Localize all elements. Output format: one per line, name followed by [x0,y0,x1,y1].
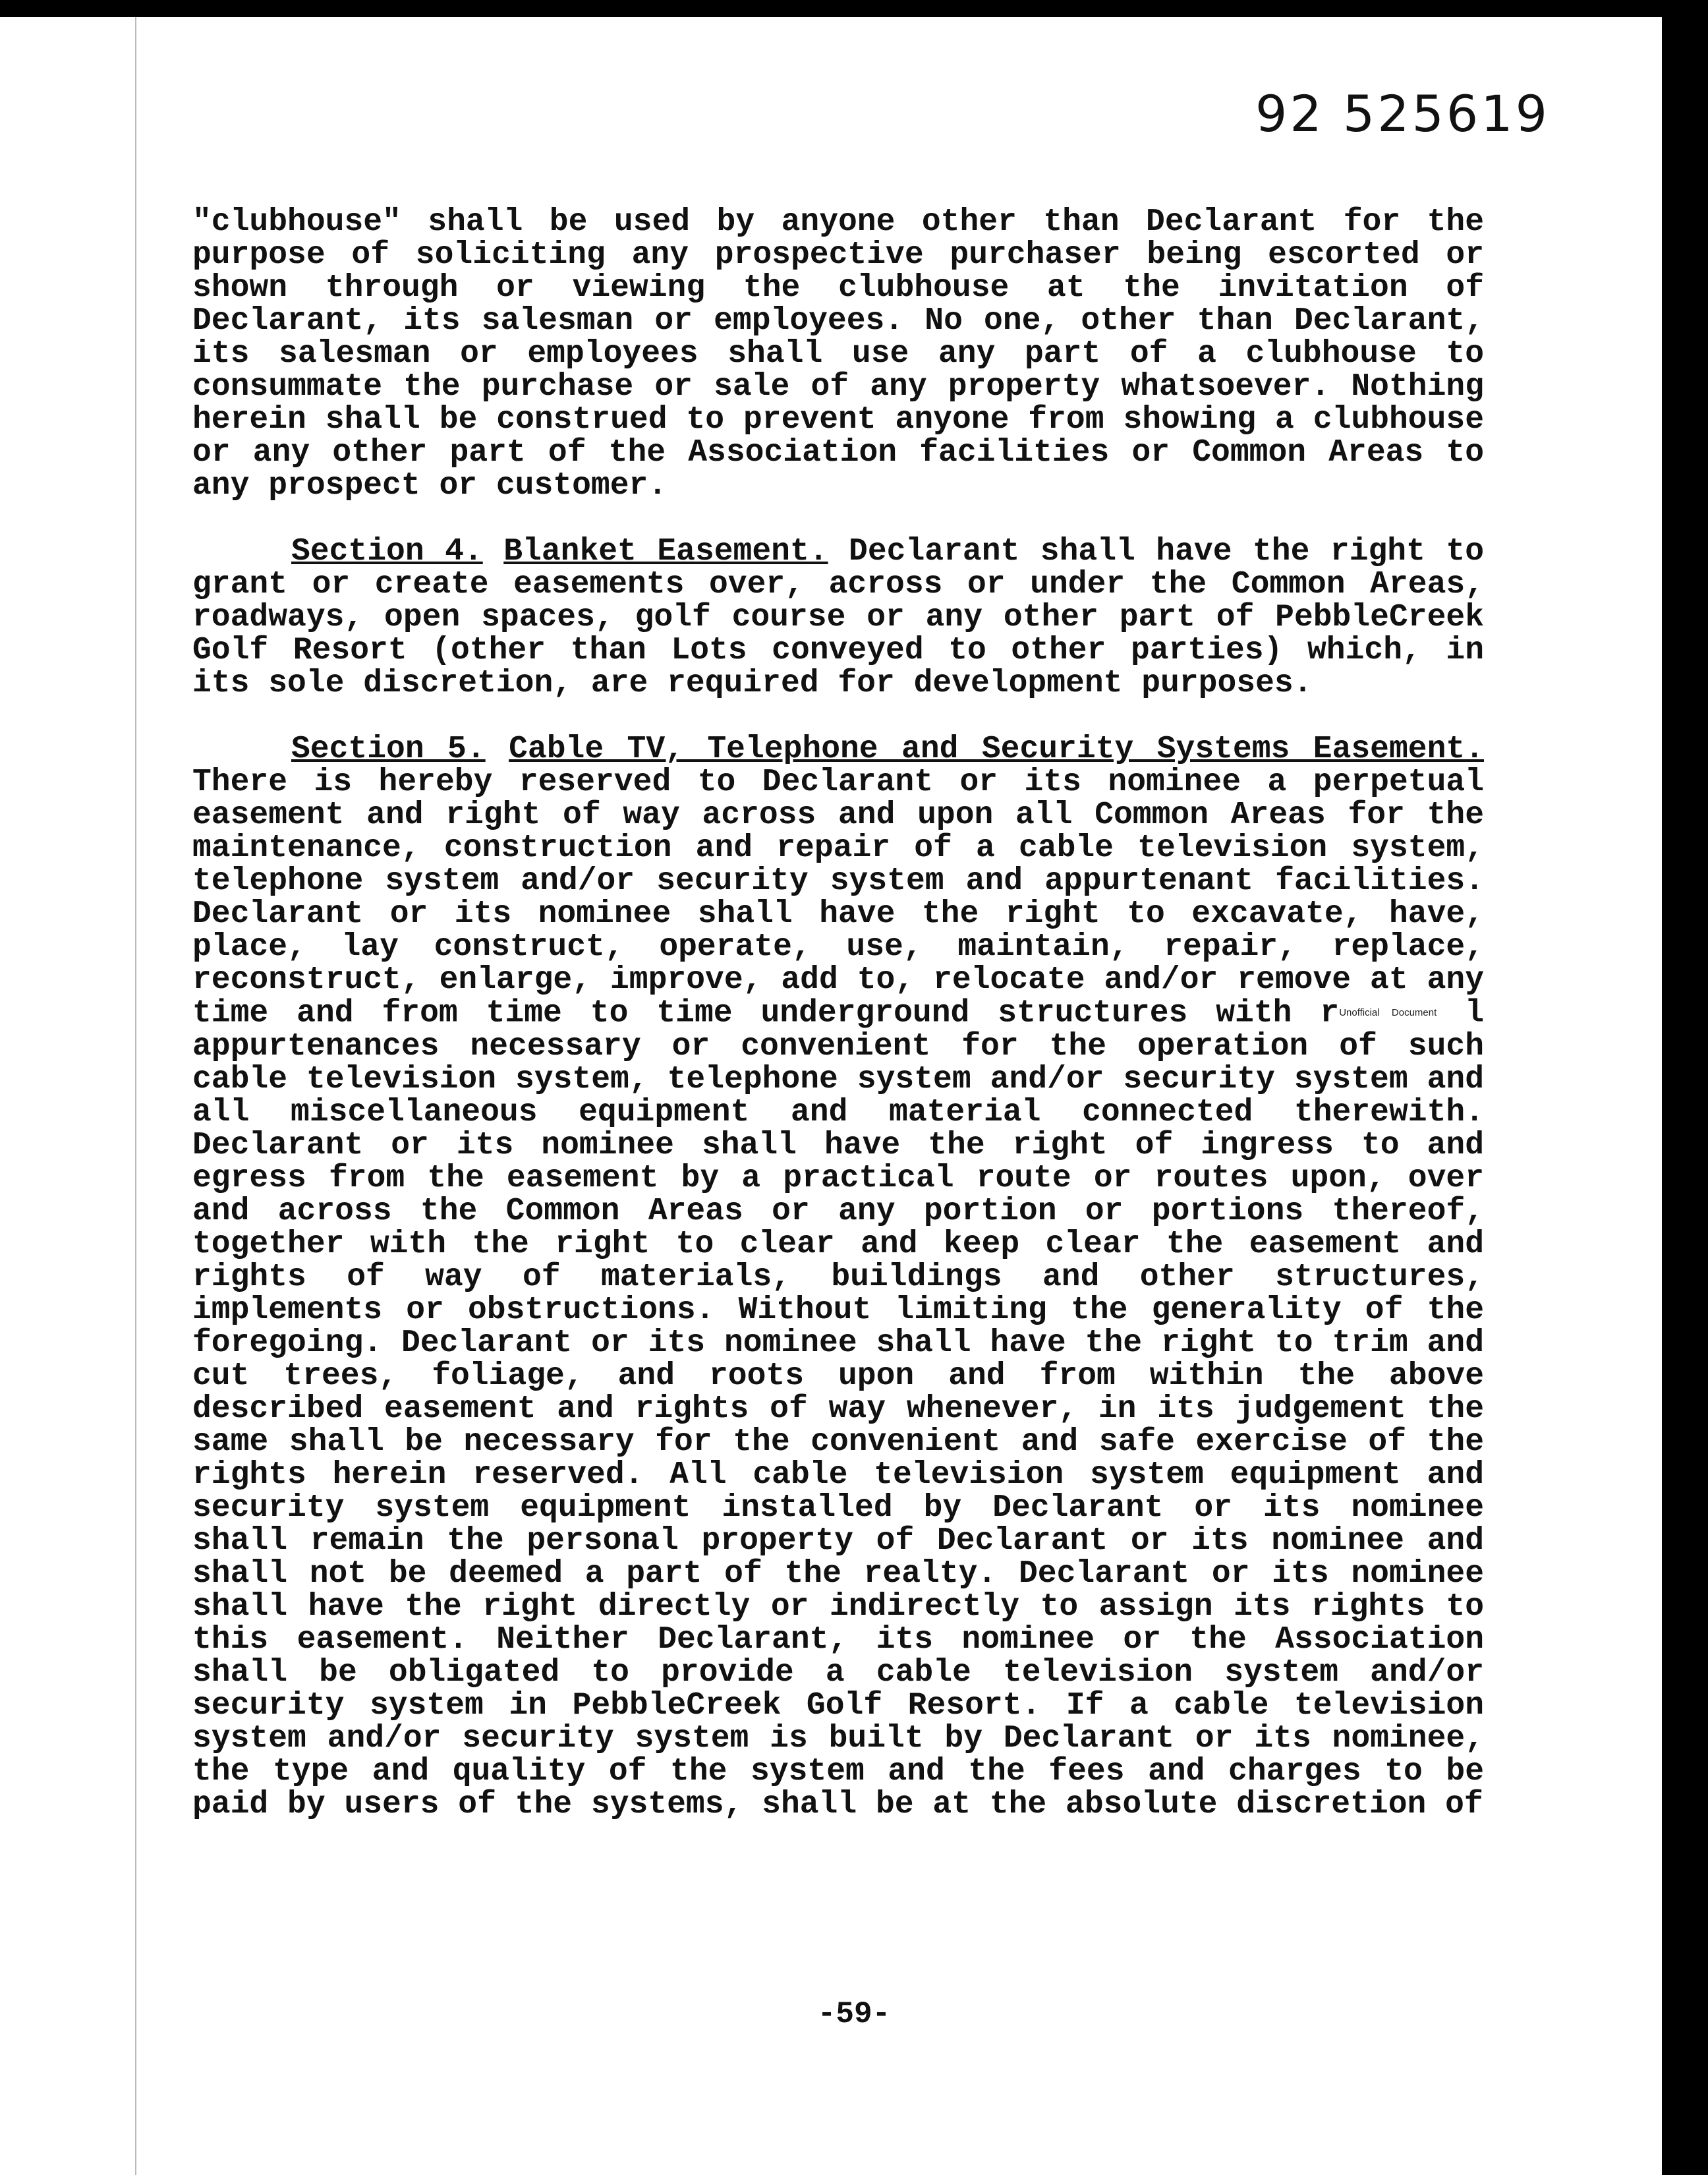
scan-top-border [0,0,1708,17]
scan-right-border [1662,0,1708,2175]
section-5-title: Cable TV, Telephone and Security Systems Easement. [509,732,1485,767]
unofficial-document-watermark: Unofficial Document [1339,1007,1437,1018]
recording-number: 92 525619 [1255,84,1550,143]
paragraph-clubhouse: "clubhouse" shall be used by anyone other than Declarant for the purpose of soliciting any prospective purchaser being escorted or shown through or viewing the clubhouse at the invitation of Declarant, its salesman or employees. No one, other than Declarant, its salesman or employees shall use any part of a clubhouse to consummate the purchase or sale of any property whatsoever. Nothing herein shall be construed to prevent anyone from showing a clubhouse or any other part of the Association facilities or Common Areas to any prospect or customer. [192,204,1484,504]
section-4-title: Blanket Easement. [503,534,828,569]
section-5-text-part-1: There is hereby reserved to Declarant or its nominee a perpetual easement and right of way across and upon all Common Areas for the maintenance, construction and repair of a cable television system, telephone system and/or security system and appurtenant facilities. Declarant or its nominee shall have the right to excavate, have, place, lay construct, operate, use, maintain, repair, replace, reconstruct, enlarge, improve, add to, relocate and/or remove at any time and from time to time underground structures with r [192,765,1484,1031]
section-4-text: Declarant shall have the right to grant or create easements over, across or under the Common Areas, roadways, open spaces, golf course or any other part of PebbleCreek Golf Resort (other than Lots conveyed to other parties) which, in its sole discretion, are required for development purposes. [192,534,1484,701]
document-body [192,206,1484,1854]
scan-left-edge [135,17,136,2175]
section-4-paragraph [192,535,1484,700]
section-5-text-part-2: l appurtenances necessary or convenient for the operation of such cable television system, telephone system and/or security system and all miscellaneous equipment and material connected therewith. Declarant or its nominee shall have the right of ingress to and egress from the easement by a practical route or routes upon, over and across the Common Areas or any portion or portions thereof, together with the right to clear and keep clear the easement and rights of way of materials, buildings and other structures, implements or obstructions. Without limiting the generality of the foregoing. Declarant or its nominee shall have the right to trim and cut trees, foliage, and roots upon and from within the above described easement and rights of way whenever, in its judgement the same shall be necessary for the convenient and safe exercise of the rights herein reserved. All cable television system equipment and security system equipment installed by Declarant or its nominee shall remain the personal property of Declarant or its nominee and shall not be deemed a part of the realty. Declarant or its nominee shall have the right directly or indirectly to assign its rights to this easement. Neither Declarant, its nominee or the Association shall be obligated to provide a cable television system and/or security system in PebbleCreek Golf Resort. If a cable television system and/or security system is built by Declarant or its nominee, the type and quality of the system and the fees and charges to be paid by users of the systems, shall be at the absolute discretion of [192,995,1484,1822]
section-4-number: Section 4. [291,534,483,569]
page-number: -59- [817,1997,891,2031]
section-5-number: Section 5. [291,732,486,767]
section-5-paragraph [192,733,1484,1821]
